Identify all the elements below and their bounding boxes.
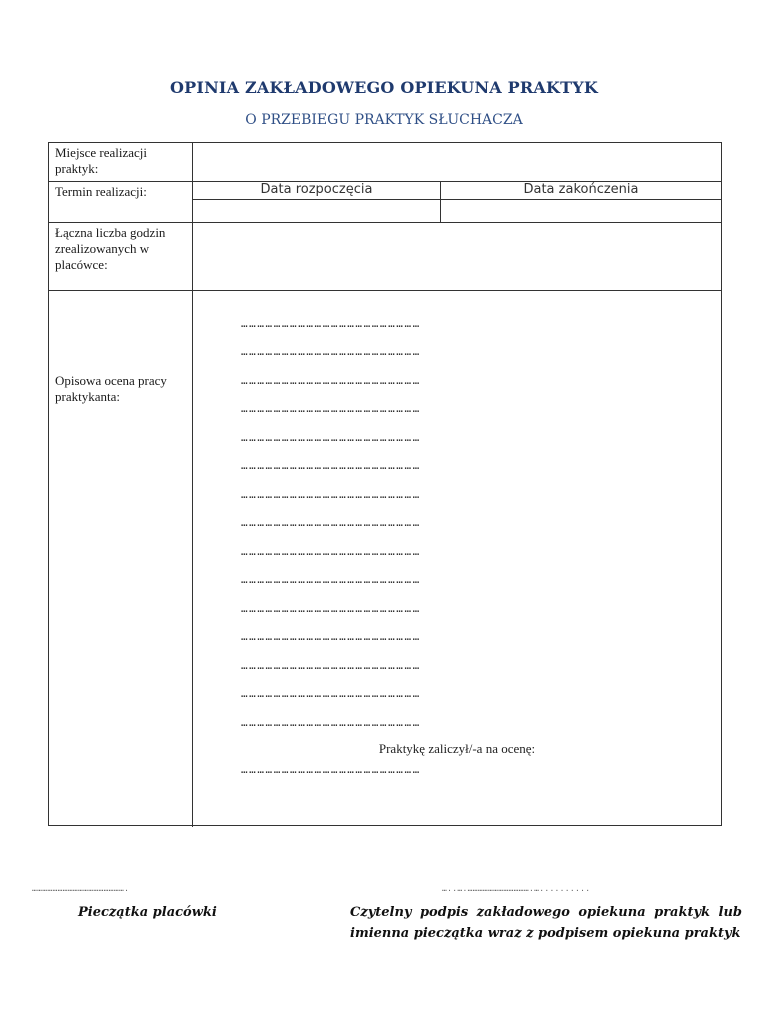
hours-field[interactable] <box>193 223 721 290</box>
dotted-line: ………………………………………………………… <box>241 374 421 387</box>
signature-label: Czytelny podpis zakładowego opiekuna praktyk lub imienna pieczątka wraz z podpisem opiekuna praktyk <box>350 905 742 941</box>
stamp-label: Pieczątka placówki <box>78 905 217 920</box>
dotted-line: ………………………………………………………… <box>241 345 421 358</box>
dotted-line: ………………………………………………………… <box>241 488 421 501</box>
assessment-row <box>49 291 721 827</box>
dotted-line: ………………………………………………………… <box>241 402 421 415</box>
start-date-header: Data rozpoczęcia <box>193 182 441 200</box>
assessment-field[interactable] <box>193 291 721 827</box>
assessment-label: Opisowa ocena pracy praktykanta: <box>49 291 193 827</box>
start-date-field[interactable] <box>193 200 441 222</box>
hours-label: Łączna liczba godzin zrealizowanych w placówce: <box>49 223 193 290</box>
stamp-dotted-line: ………………………………………………. <box>32 884 130 893</box>
dotted-line: ………………………………………………………… <box>241 602 421 615</box>
grade-dotted-line[interactable]: ………………………………………………………… <box>241 763 421 776</box>
place-label: Miejsce realizacji praktyk: <box>49 143 193 181</box>
dotted-line: ………………………………………………………… <box>241 687 421 700</box>
term-row <box>49 182 721 223</box>
document-title: OPINIA ZAKŁADOWEGO OPIEKUNA PRAKTYK <box>170 78 598 97</box>
place-row <box>49 143 721 182</box>
document-subtitle: O PRZEBIEGU PRAKTYK SŁUCHACZA <box>245 112 523 128</box>
dotted-line: ………………………………………………………… <box>241 545 421 558</box>
dotted-line: ………………………………………………………… <box>241 317 421 330</box>
dotted-line: ………………………………………………………… <box>241 659 421 672</box>
end-date-header: Data zakończenia <box>441 182 721 200</box>
dotted-line: ………………………………………………………… <box>241 431 421 444</box>
dotted-line: ………………………………………………………… <box>241 630 421 643</box>
signature-dotted-line: …..….……………………………….….......... <box>442 884 591 893</box>
dotted-line: ………………………………………………………… <box>241 716 421 729</box>
dotted-line: ………………………………………………………… <box>241 573 421 586</box>
place-field[interactable] <box>193 143 721 181</box>
grade-label: Praktykę zaliczył/-a na ocenę: <box>378 741 536 756</box>
dotted-line: ………………………………………………………… <box>241 459 421 472</box>
end-date-field[interactable] <box>441 200 721 222</box>
term-label: Termin realizacji: <box>49 182 193 222</box>
assessment-form-table <box>48 142 722 826</box>
hours-row <box>49 223 721 291</box>
dotted-line: ………………………………………………………… <box>241 516 421 529</box>
